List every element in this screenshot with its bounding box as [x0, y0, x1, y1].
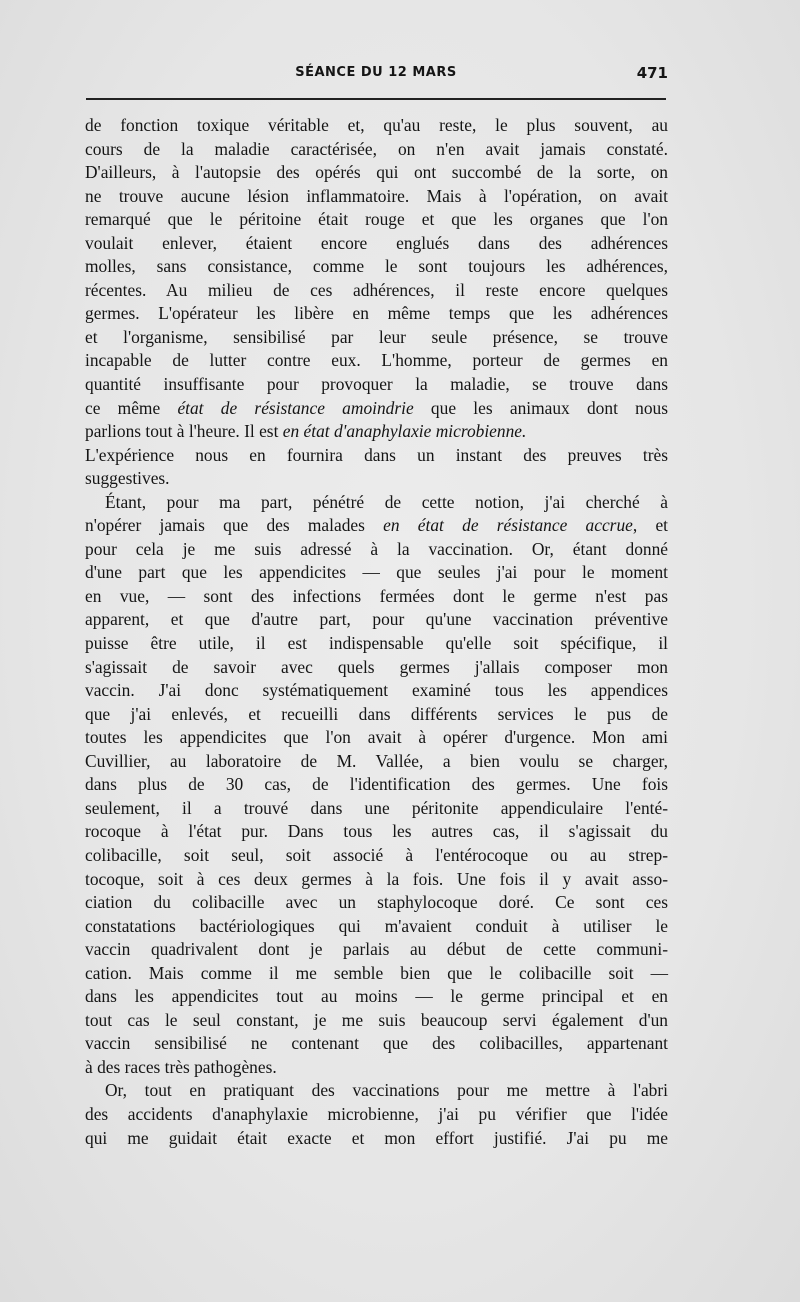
text-segment: parlions tout à l'heure. Il est	[85, 421, 283, 442]
running-head	[84, 62, 668, 84]
paragraph-end-line: à des races très pathogènes.	[85, 1056, 277, 1077]
text-line: toutes les appendicites que l'on avait à opérer d'urgence. Mon ami	[85, 727, 668, 748]
text-line: récentes. Au milieu de ces adhérences, il reste encore quelques	[85, 279, 668, 300]
text-line: s'agissait de savoir avec quels germes j'allais composer mon	[85, 656, 668, 677]
header-rule	[86, 98, 666, 100]
text-line: et l'organisme, sensibilisé par leur seule présence, se trouve	[85, 326, 668, 347]
paragraph-start-line: Or, tout en pratiquant des vaccinations pour me mettre à l'abri	[105, 1080, 668, 1101]
text-line: dans plus de 30 cas, de l'identification des germes. Une fois	[85, 774, 668, 795]
text-line: constatations bactériologiques qui m'avaient conduit à utiliser le	[85, 915, 668, 936]
text-line: qui me guidait était exacte et mon effort justifié. J'ai pu me	[85, 1127, 668, 1148]
text-line: d'une part que les appendicites — que seules j'ai pour le moment	[85, 562, 668, 583]
text-line: incapable de lutter contre eux. L'homme, porteur de germes en	[85, 350, 668, 371]
text-line: vaccin. J'ai donc systématiquement examiné tous les appendices	[85, 680, 668, 701]
text-line: Cuvillier, au laboratoire de M. Vallée, a bien voulu se charger,	[85, 750, 668, 771]
paragraph-start-line: Étant, pour ma part, pénétré de cette notion, j'ai cherché à	[105, 491, 668, 512]
text-line: voulait enlever, étaient encore englués dans des adhérences	[85, 232, 668, 253]
text-line: D'ailleurs, à l'autopsie des opérés qui ont succombé de la sorte, on	[85, 162, 668, 183]
text-line: cation. Mais comme il me semble bien que le colibacille soit —	[85, 962, 668, 983]
text-line: tout cas le seul constant, je me suis beaucoup servi également d'un	[85, 1009, 668, 1030]
text-line: tocoque, soit à ces deux germes à la fois. Une fois il y avait asso-	[85, 868, 668, 889]
page-number: 471	[636, 64, 668, 82]
text-line	[85, 397, 668, 421]
running-title: SÉANCE DU 12 MARS	[295, 65, 457, 80]
text-line: apparent, et que d'autre part, pour qu'une vaccination préventive	[85, 609, 668, 630]
text-line: ne trouve aucune lésion inflammatoire. Mais à l'opération, on avait	[85, 185, 668, 206]
text-line: remarqué que le péritoine était rouge et que les organes que l'on	[85, 209, 668, 230]
italic-phrase: en état d'anaphylaxie microbienne.	[282, 421, 527, 442]
text-line: vaccin sensibilisé ne contenant que des colibacilles, appartenant	[85, 1033, 668, 1054]
italic-phrase: en état de résistance accrue	[383, 515, 633, 536]
text-line: vaccin quadrivalent dont je parlais au début de cette communi-	[85, 939, 668, 960]
text-line: rocoque à l'état pur. Dans tous les autres cas, il s'agissait du	[85, 821, 668, 842]
text-line: dans les appendicites tout au moins — le germe principal et en	[85, 986, 668, 1007]
text-line	[85, 514, 668, 538]
text-line: quantité insuffisante pour provoquer la maladie, se trouve dans	[85, 374, 668, 395]
text-segment: , et	[632, 515, 669, 536]
text-line: seulement, il a trouvé dans une péritonite appendiculaire l'enté-	[85, 797, 668, 818]
italic-phrase: état de résistance amoindrie	[177, 397, 414, 418]
text-line: que j'ai enlevés, et recueilli dans différents services le pus de	[85, 703, 668, 724]
text-line: des accidents d'anaphylaxie microbienne, j'ai pu vérifier que l'idée	[85, 1103, 668, 1124]
text-line: colibacille, soit seul, soit associé à l'entérocoque ou au strep-	[85, 844, 668, 865]
text-segment: n'opérer jamais que des malades	[85, 515, 384, 536]
text-line: L'expérience nous en fournira dans un instant des preuves très	[85, 444, 668, 465]
text-line: puisse être utile, il est indispensable qu'elle soit spécifique, il	[85, 633, 668, 654]
body-text	[85, 114, 668, 1150]
paragraph-end-line: suggestives.	[85, 468, 170, 489]
text-line: molles, sans consistance, comme le sont toujours les adhérences,	[85, 256, 668, 277]
text-line: pour cela je me suis adressé à la vaccination. Or, étant donné	[85, 538, 668, 559]
text-segment: ce même	[85, 397, 178, 418]
text-line: ciation du colibacille avec un staphylocoque doré. Ce sont ces	[85, 892, 668, 913]
text-line: germes. L'opérateur les libère en même temps que les adhérences	[85, 303, 668, 324]
text-line: cours de la maladie caractérisée, on n'en avait jamais constaté.	[85, 138, 668, 159]
text-line	[85, 420, 668, 444]
text-segment: que les animaux dont nous	[413, 397, 669, 418]
text-line: de fonction toxique véritable et, qu'au reste, le plus souvent, au	[85, 115, 668, 135]
text-line: en vue, — sont des infections fermées dont le germe n'est pas	[85, 585, 668, 606]
